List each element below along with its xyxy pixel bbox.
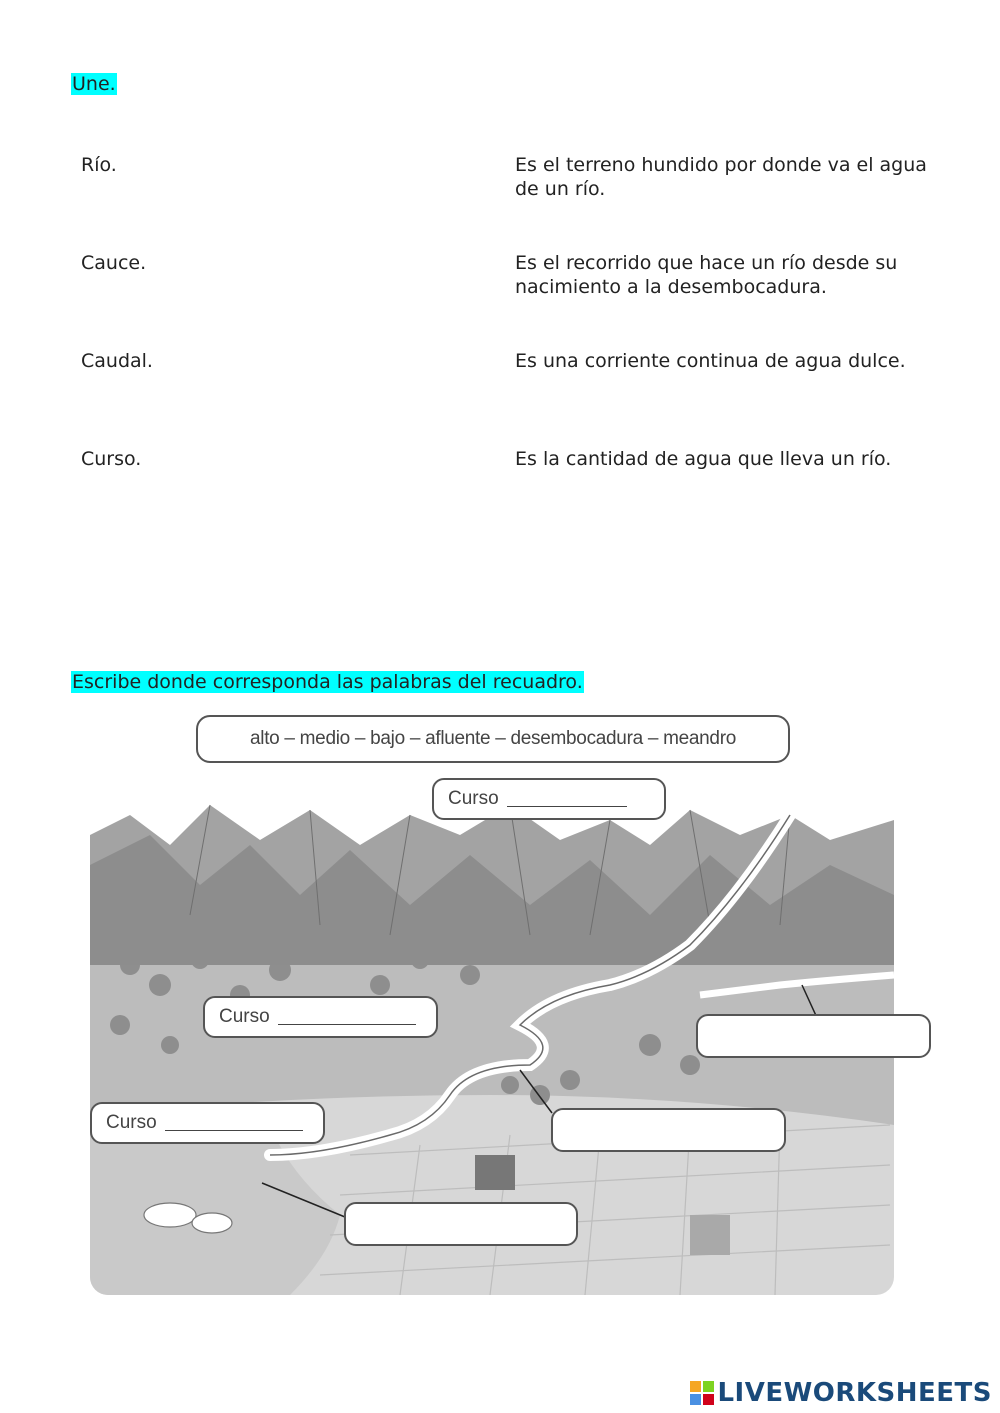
curso-label-upper: [432, 778, 666, 820]
term-caudal[interactable]: Caudal.: [81, 350, 153, 372]
term-cauce[interactable]: Cauce.: [81, 252, 147, 274]
curso-label-text: Curso: [106, 1112, 157, 1133]
instruction-une: Une.: [72, 73, 116, 95]
term-rio[interactable]: Río.: [81, 154, 117, 176]
answer-box-desembocadura[interactable]: [344, 1202, 578, 1246]
curso-label-middle: [203, 996, 438, 1038]
term-curso[interactable]: Curso.: [81, 448, 142, 470]
answer-blank-line[interactable]: [165, 1116, 303, 1131]
definition-4[interactable]: Es la cantidad de agua que lleva un río.: [515, 448, 892, 470]
curso-label-text: Curso: [219, 1006, 270, 1027]
liveworksheets-logo: [690, 1378, 992, 1408]
brand-name: LIVEWORKSHEETS: [717, 1378, 992, 1408]
curso-label-lower: [90, 1102, 325, 1144]
word-box: alto – medio – bajo – afluente – desembocadura – meandro: [196, 715, 790, 763]
answer-box-afluente[interactable]: [696, 1014, 931, 1058]
answer-blank-line[interactable]: [507, 792, 627, 807]
liveworksheets-logo-icon: [690, 1381, 714, 1405]
definition-1[interactable]: Es el terreno hundido por donde va el agua de un río.: [515, 154, 927, 200]
answer-blank-line[interactable]: [278, 1010, 416, 1025]
definition-3[interactable]: Es una corriente continua de agua dulce.: [515, 350, 906, 372]
answer-box-meandro[interactable]: [551, 1108, 786, 1152]
definition-2[interactable]: Es el recorrido que hace un río desde su nacimiento a la desembocadura.: [515, 252, 898, 298]
curso-label-text: Curso: [448, 788, 499, 809]
instruction-escribe: Escribe donde corresponda las palabras del recuadro.: [72, 671, 583, 693]
